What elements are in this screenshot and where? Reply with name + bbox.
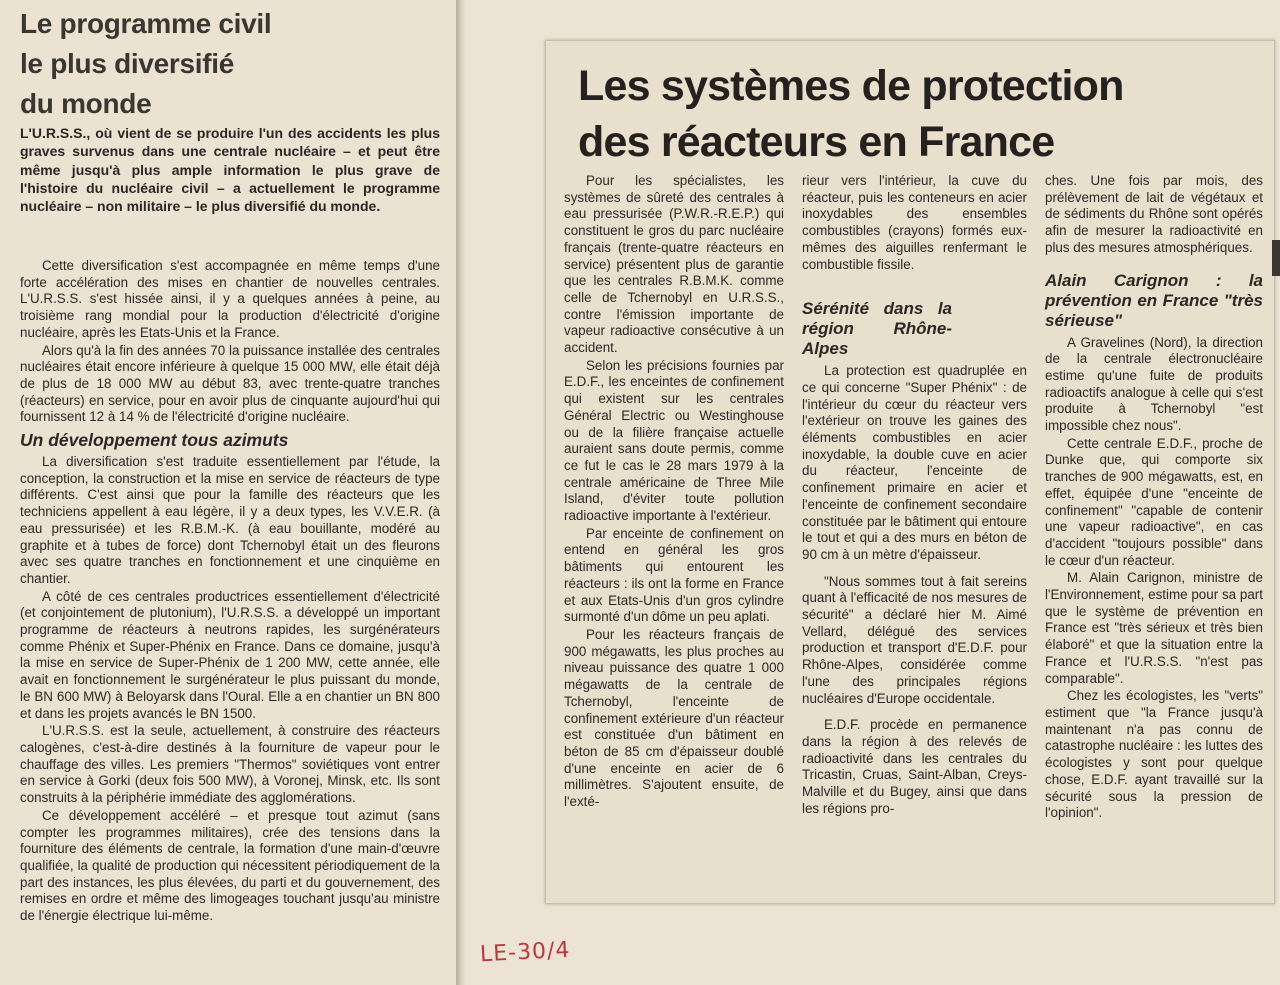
paragraph: Cette diversification s'est accompagnée en même temps d'une forte accélération des mises en chantier de nouvelles centrales. L'U.R.S.S. s'est hissée ainsi, il y a quelques années à peine, au troisième rang mondial pour la production d'électricité d'origine nucléaire, après les Etats-Unis et la France.	[20, 258, 440, 340]
paragraph: Alors qu'à la fin des années 70 la puissance installée des centrales nucléaires était encore inférieure à quelque 15 000 MW, elle était déjà de plus de 18 000 MW au début 83, avec trente-quatre tranches (réacteurs) en service, pour en avoir plus de cinquante aujourd'hui qui fournissent 12 à 14 % de l'électricité d'origine nucléaire.	[20, 342, 440, 425]
page-fold	[456, 0, 466, 985]
right-column-3	[1045, 173, 1263, 822]
paragraph: La protection est quadruplée en ce qui concerne "Super Phénix" : de l'intérieur du cœur du réacteur vers l'extérieur on trouve les gaines des éléments combustibles en acier inoxydable, la double cuve en acier du réacteur, l'enceinte de confinement primaire en acier et l'enceinte de confinement secondaire constituée par le bâtiment qui entoure le tout et qui a des murs en béton de 90 cm à un mètre d'épaisseur.	[802, 363, 1027, 562]
left-headline-line: le plus diversifié	[20, 48, 235, 79]
right-headline	[578, 58, 1258, 170]
paragraph: Pour les spécialistes, les systèmes de sûreté des centrales à eau pressurisée (P.W.R.-R.E.P.) qui constituent le gros du parc nucléaire français (trente-quatre réacteurs en service) présentent plus de garantie que les centrales R.B.M.K. comme celle de Tchernobyl en U.R.S.S., contre l'émission importante de vapeur radioactive consécutive à un accident.	[564, 173, 784, 356]
right-column-1	[564, 173, 784, 811]
col3-subhead: Alain Carignon : la prévention en France "très sérieuse"	[1045, 270, 1263, 330]
paragraph: Par enceinte de confinement on entend en général les gros bâtiments qui entourent les réacteurs : ils ont la forme en France et aux Etats-Unis d'un gros cylindre surmonté d'un dôme un peu aplati.	[564, 525, 784, 625]
paragraph: M. Alain Carignon, ministre de l'Environnement, estime pour sa part que le système de prévention en France est "très sérieux et très bien élaboré" et que la situation entre la France et l'U.R.S.S. "n'est pas comparable".	[1045, 570, 1263, 686]
right-headline-line: des réacteurs en France	[578, 118, 1055, 166]
left-headline-line: Le programme civil	[20, 8, 272, 39]
paragraph: rieur vers l'intérieur, la cuve du réacteur, puis les conteneurs en acier inoxydables des ensembles combustibles (crayons) formés eux-mêmes des aiguilles renfermant le combustible fissile.	[802, 173, 1027, 272]
paragraph: ches. Une fois par mois, des prélèvement de lait de végétaux et de sédiments du Rhône sont opérés afin de mesurer la radioactivité en plus des mesures atmosphériques.	[1045, 173, 1263, 255]
paragraph: "Nous sommes tout à fait sereins quant à l'efficacité de nos mesures de sécurité" a déclaré hier M. Aimé Vellard, délégué des services production et transport d'E.D.F. pour Rhône-Alpes, considérée comme l'une des principales régions nucléaires d'Europe occidentale.	[802, 573, 1027, 706]
paragraph: E.D.F. procède en permanence dans la région à des relevés de radioactivité dans les centrales du Tricastin, Cruas, Saint-Alban, Creys-Malville et du Bugey, ainsi que dans les régions pro-	[802, 717, 1027, 816]
paragraph: A côté de ces centrales productrices essentiellement d'électricité (et conjointement de plutonium), l'U.R.S.S. a développé un important programme de réacteurs à neutrons rapides, les surgénérateurs comme Phénix et Super-Phénix en France. Dans ce domaine, jusqu'à la mise en service de Super-Phénix de 1 200 MW, cette année, elle avait en fonctionnement le surgénérateur le plus puissant du monde, le BN 600 MW) à Beloyarsk dans l'Oural. Elle a en chantier un BN 800 et dans les projets avancés le BN 1500.	[20, 588, 440, 721]
handwritten-annotation: LE-30/4	[479, 937, 572, 968]
paragraph: Chez les écologistes, les "verts" estiment que "la France jusqu'à maintenant n'a pas connu de catastrophe nucléaire : les luttes des écologistes y sont pour quelque chose, E.D.F. ayant travaillé sur la sécurité sous la pression de l'opinion".	[1045, 688, 1263, 821]
left-headline-line: du monde	[20, 88, 152, 119]
page-edge-mark	[1272, 240, 1280, 276]
paragraph: A Gravelines (Nord), la direction de la centrale électronucléaire estime qu'une fuite de produits radioactifs analogue à celle qui s'est produite à Tchernobyl "est impossible chez nous".	[1045, 334, 1263, 434]
paragraph: Selon les précisions fournies par E.D.F., les enceintes de confinement qui existent sur les centrales Général Electric ou Westinghouse ou de la filière française actuelle auraient sans doute permis, comme ce fut le cas le 28 mars 1979 à la centrale américaine de Three Mile Island, d'éviter toute pollution radioactive importante à l'extérieur.	[564, 357, 784, 524]
left-body	[20, 258, 440, 925]
paragraph: La diversification s'est traduite essentiellement par l'étude, la conception, la construction et la mise en service de réacteurs de type différents. C'est ainsi que pour la famille des réacteurs que les techniciens appellent à eau légère, il y a deux types, les V.V.E.R. (à eau pressurisée) et les R.B.M.-K. (à eau bouillante, modéré au graphite et à tubes de force) dont Tchernobyl était un des fleurons avec ses quatre tranches en fonctionnement et une cinquième en chantier.	[20, 454, 440, 586]
left-subhead: Un développement tous azimuts	[20, 430, 289, 451]
paragraph: Ce développement accéléré – et presque tout azimut (sans compter les programmes militaires), crée des tensions dans la fourniture des éléments de centrale, la formation d'une main-d'œuvre qualifiée, la qualité de production qui nécessitent périodiquement de la part des instances, les plus élevées, du parti et du gouvernement, des remises en ordre et même des limogeages touchant jusqu'au ministre de l'énergie électrique lui-même.	[20, 807, 440, 924]
paragraph: Cette centrale E.D.F., proche de Dunke que, qui comporte six tranches de 900 mégawatts, est, en effet, équipée d'une "enceinte de confinement" "capable de contenir une vapeur radioactive", en cas d'accident "toujours possible" dans le cœur d'un réacteur.	[1045, 435, 1263, 568]
right-column-2	[802, 173, 1027, 818]
paragraph: Pour les réacteurs français de 900 mégawatts, les plus proches au niveau puissance des quatre 1 000 mégawatts de la centrale de Tchernobyl, l'enceinte de confinement extérieure d'un réacteur est constituée d'un bâtiment en béton de 85 cm d'épaisseur doublé d'une enceinte en acier de 6 millimètres. S'ajoutent ensuite, de l'exté-	[564, 626, 784, 810]
paragraph: L'U.R.S.S. est la seule, actuellement, à construire des réacteurs calogènes, c'est-à-dire destinés à la fourniture de vapeur pour le chauffage des villes. Les premiers "Thermos" soviétiques vont entrer en service à Gorki (deux fois 500 MW), à Voronej, Minsk, etc. Ils sont construits à la périphérie immédiate des agglomérations.	[20, 723, 440, 806]
left-clipping	[0, 0, 456, 985]
col2-subhead: Sérénité dans la région Rhône-Alpes	[802, 299, 952, 359]
left-headline	[20, 4, 440, 124]
right-headline-line: Les systèmes de protection	[578, 62, 1124, 110]
left-lead: L'U.R.S.S., où vient de se produire l'un des accidents les plus graves survenus dans une centrale nucléaire – et peut être même jusqu'à plus ample information le plus grave de l'histoire du nucléaire civil – a actuellement le programme nucléaire – non militaire – le plus diversifié du monde.	[20, 125, 440, 215]
